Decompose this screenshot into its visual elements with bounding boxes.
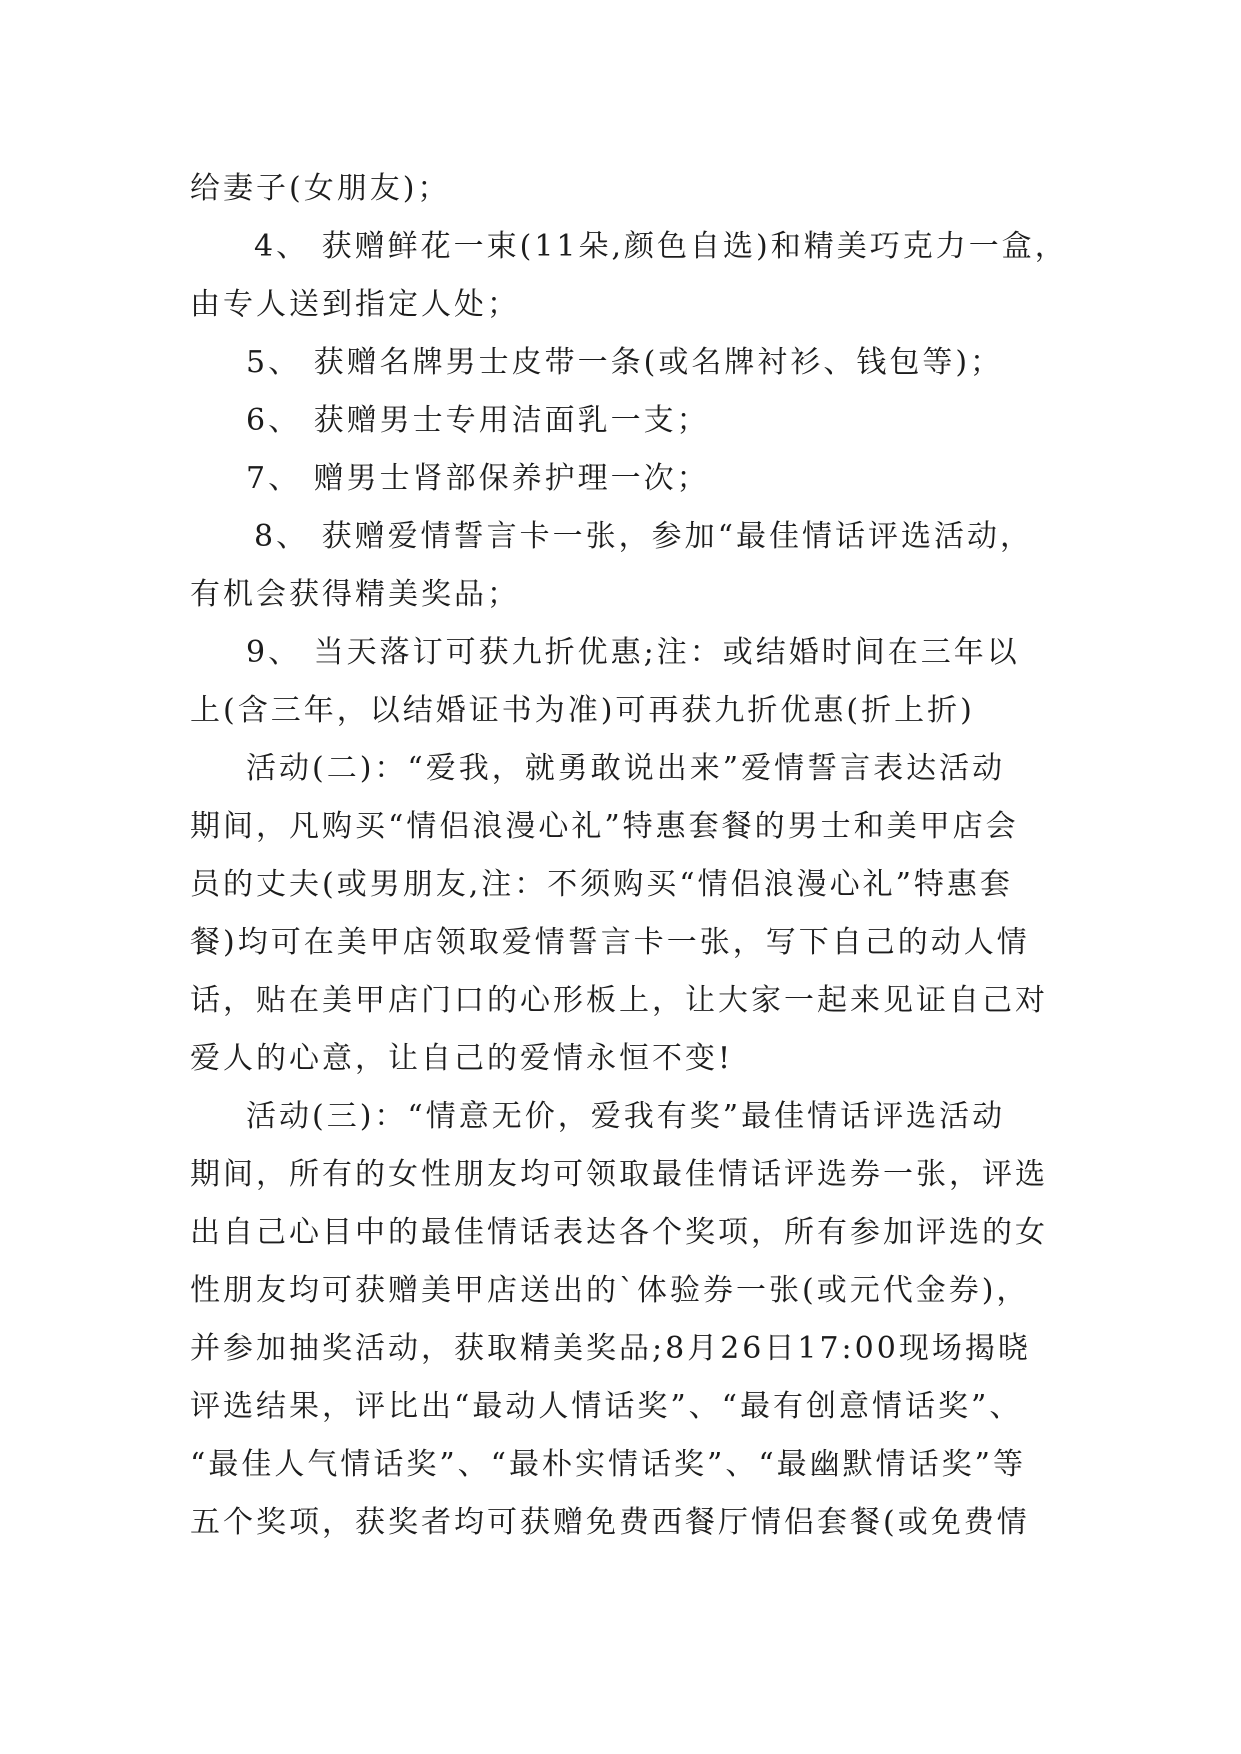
- text-line: 期间，所有的女性朋友均可领取最佳情话评选券一张，评选: [190, 1157, 1048, 1192]
- text-line: 五个奖项，获奖者均可获赠免费西餐厅情侣套餐(或免费情: [190, 1505, 1030, 1540]
- text-line: 出自己心目中的最佳情话表达各个奖项，所有参加评选的女: [190, 1215, 1048, 1250]
- text-line: 员的丈夫(或男朋友,注：不须购买“情侣浪漫心礼”特惠套: [190, 867, 1013, 902]
- document-body: [190, 160, 1068, 1552]
- list-item-5: 5、 获赠名牌男士皮带一条(或名牌衬衫、钱包等)；: [246, 345, 1004, 380]
- text-line: 评选结果，评比出“最动人情话奖”、“最有创意情话奖”、: [190, 1389, 1023, 1424]
- list-item-9: 9、 当天落订可获九折优惠;注：或结婚时间在三年以: [246, 635, 1020, 670]
- text-line: 爱人的心意，让自己的爱情永恒不变!: [190, 1041, 734, 1076]
- text-line: 有机会获得精美奖品；: [190, 577, 520, 612]
- text-line: “最佳人气情话奖”、“最朴实情话奖”、“最幽默情话奖”等: [190, 1447, 1027, 1482]
- text-line: 话，贴在美甲店门口的心形板上，让大家一起来见证自己对: [190, 983, 1048, 1018]
- list-item-6: 6、 获赠男士专用洁面乳一支；: [246, 403, 710, 438]
- activity-2-heading: 活动(二)：“爱我，就勇敢说出来”爱情誓言表达活动: [246, 751, 1006, 786]
- text-line: 期间，凡购买“情侣浪漫心礼”特惠套餐的男士和美甲店会: [190, 809, 1019, 844]
- text-line: 上(含三年，以结婚证书为准)可再获九折优惠(折上折): [190, 693, 975, 728]
- text-line: 餐)均可在美甲店领取爱情誓言卡一张，写下自己的动人情: [190, 925, 1030, 960]
- list-item-8: 8、 获赠爱情誓言卡一张，参加“最佳情话评选活动，: [254, 519, 1033, 554]
- text-line: 给妻子(女朋友)；: [190, 171, 451, 206]
- text-line: 并参加抽奖活动，获取精美奖品;8月26日17:00现场揭晓: [190, 1331, 1031, 1366]
- list-item-4: 4、 获赠鲜花一束(11朵,颜色自选)和精美巧克力一盒，: [254, 229, 1068, 264]
- text-line: 性朋友均可获赠美甲店送出的`体验券一张(或元代金券)，: [190, 1273, 1030, 1308]
- text-line: 由专人送到指定人处；: [190, 287, 520, 322]
- list-item-7: 7、 赠男士肾部保养护理一次；: [246, 461, 710, 496]
- activity-3-heading: 活动(三)：“情意无价，爱我有奖”最佳情话评选活动: [246, 1099, 1006, 1134]
